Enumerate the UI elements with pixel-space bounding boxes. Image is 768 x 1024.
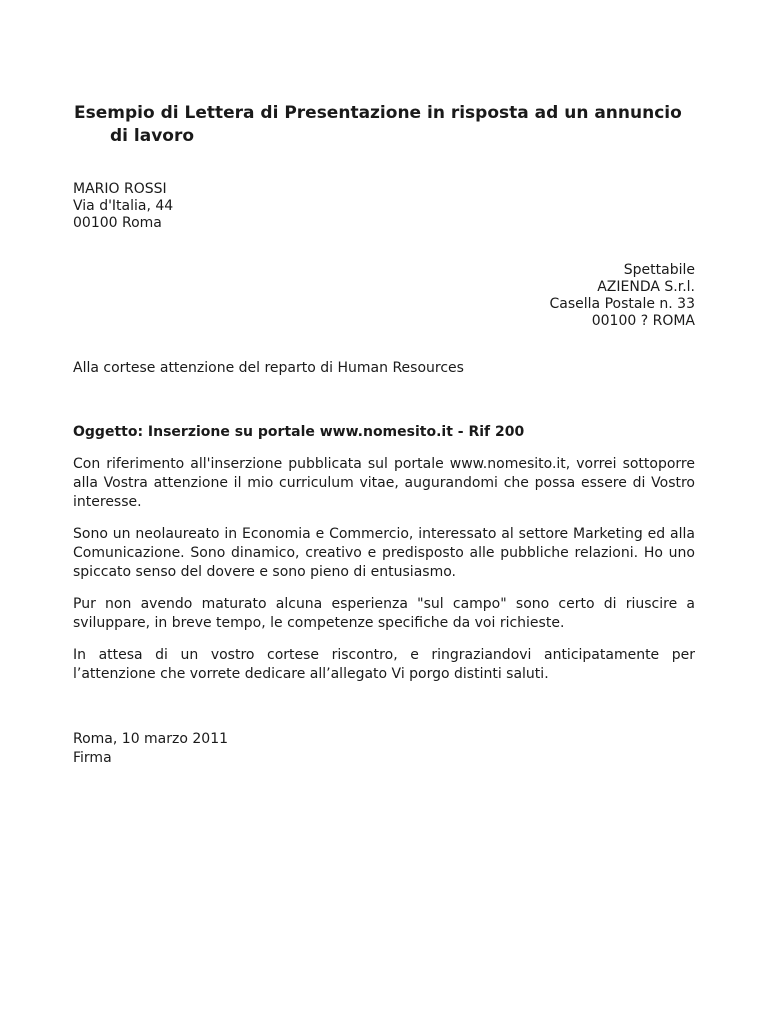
document-title-line1: Esempio di Lettera di Presentazione in risposta ad un annuncio (74, 103, 682, 123)
recipient-salutation: Spettabile (623, 262, 695, 278)
sender-address (73, 181, 173, 232)
document-title-line2: di lavoro (110, 126, 195, 146)
recipient-company: AZIENDA S.r.l. (597, 279, 695, 295)
signature-label: Firma (73, 750, 112, 766)
closing-block (73, 730, 228, 768)
body-paragraph-1: Con riferimento all'inserzione pubblicata sul portale www.nomesito.it, vorrei sottoporre alla Vostra attenzione il mio curriculum vitae, augurandomi che possa essere di Vostro interesse. (73, 456, 695, 510)
document-title (74, 102, 704, 148)
body-paragraph-2: Sono un neolaureato in Economia e Commercio, interessato al settore Marketing ed alla Comunicazione. Sono dinamico, creativo e predisposto alle pubbliche relazioni. Ho uno spiccato senso del dovere e sono pieno di entusiasmo. (73, 526, 695, 580)
recipient-city: 00100 ? ROMA (591, 313, 695, 329)
body-paragraph-3: Pur non avendo maturato alcuna esperienza "sul campo" sono certo di riuscire a sviluppare, in breve tempo, le competenze specifiche da voi richieste. (73, 596, 695, 631)
body-paragraph-4: In attesa di un vostro cortese riscontro, e ringraziandovi anticipatamente per l’attenzione che vorrete dedicare all’allegato Vi porgo distinti saluti. (73, 647, 695, 682)
sender-city: 00100 Roma (73, 215, 162, 231)
recipient-address (550, 262, 695, 330)
attention-line: Alla cortese attenzione del reparto di Human Resources (73, 360, 464, 376)
sender-street: Via d'Italia, 44 (73, 198, 174, 214)
sender-name: MARIO ROSSI (73, 181, 167, 197)
subject-line: Oggetto: Inserzione su portale www.nomesito.it - Rif 200 (73, 424, 525, 440)
place-date: Roma, 10 marzo 2011 (73, 731, 229, 747)
recipient-po-box: Casella Postale n. 33 (549, 296, 695, 312)
